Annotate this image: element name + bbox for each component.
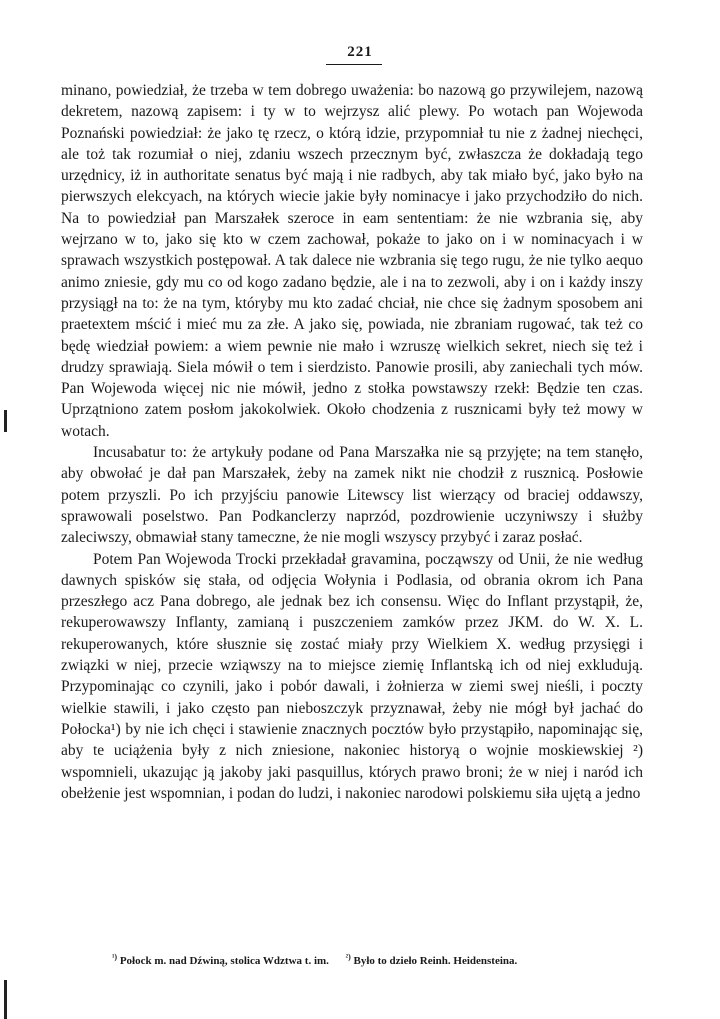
paragraph: Potem Pan Wojewoda Trocki przekładał gravamina, począwszy od Unii, że nie według dawnych spisków się stała, od odjęcia Wołynia i Podlasia, od obrania okrom ich Pana przeszłego acz Pana dobrego, ale jednak bez ich consensu. Więc do Inflant przystąpił, że, rekuperowawszy Inflanty, zamianą i puszczeniem zamków przez JKM. do W. X. L. rekuperowanych, które słusznie się zostać miały przy Wielkiem X. według przysięgi i związki w niej, przecie wziąwszy na to miejsce ziemię Inflantską ich od niej exkludują. Przypominając co czynili, jako i pobór dawali, i żołnierza w ziemi swej nieśli, i poczty wielkie stawili, i jako często pan nieboszczyk przyznawał, żeby nie mógł był jachać do Połocka¹) by nie ich chęci i stawienie znacznych pocztów było przystąpiło, napominając się, aby te uciążenia były z nich zniesione, nakoniec historyą o wojnie moskiewskiej ²) wspomnieli, ukazując ją jakoby jaki pasquillus, których prawo broni; że w niej i naród ich obełżenie jest wspomnian, i podan do ludzi, i nakoniec narodowi polskiemu siła ujętą a jedno [61, 550, 643, 802]
paragraph: minano, powiedział, że trzeba w tem dobrego uważenia: bo nazową go przywilejem, nazową dekretem, nazową zapisem: i ty w to wejrzysz alić plewy. Po wotach pan Wojewoda Poznański powiedział: że jako tę rzecz, o którą idzie, przypomniał tu nie z żadnej niechęci, ale toż tak rozumiał o niej, zdaniu wszech przecznym być, zwłaszcza że dokładają tego urzędnicy, iż in authoritate senatus być mają i nie radbych, aby tak miało być, jako było na pierwszych elekcyach, na których wiecie jakie były nominacye i jako przychodziło do nich. Na to powiedział pan Marszałek szeroce in eam sententiam: że nie wzbrania się, aby wejrzano w to, jako się kto w czem zachował, pokaże to jako on i w nominacyach i w sprawach wszystkich postępował. A tak dalece nie wzbrania się tego rugu, że nie tylko aequo animo zniesie, gdy mu co od kogo zadano będzie, ale i na to zezwoli, aby i on i każdy inszy przysiągł na to: że na tym, któryby mu kto zadać chciał, nie chce się żadnym sposobem ani praetextem mścić i mieć mu za złe. A jako się, powiada, nie zbraniam rugować, tak też co będę wiedział powiem: a wiem pewnie nie mało i wzruszę wielkich sekret, niech się też i drudzy sprawiają. Siela mówił o tem i sierdzisto. Panowie prosili, aby zaniechali tych mów. Pan Wojewoda więcej nic nie mówił, jedno z stołka powstawszy rzekł: Będzie ten czas. Uprzątniono zatem posłom jakokolwiek. Około chodzenia z rusznicami były też mowy w wotach. [61, 82, 643, 440]
footnote-1 [112, 952, 329, 967]
page-number: 221 [347, 44, 373, 60]
body-text [61, 80, 643, 804]
footnote-2 [345, 952, 518, 967]
footnote-marker: ¹) [112, 952, 118, 961]
paragraph: Incusabatur to: że artykuły podane od Pana Marszałka nie są przyjęte; na tem stanęło, aby obwołać je dał pan Marszałek, żeby na zamek nikt nie chodził z rusznicą. Posłowie potem przyszli. Po ich przyjściu panowie Litewscy list wierzący od braciej oddawszy, sprawowali poselstwo. Pan Podkanclerzy naprzód, pozdrowienie uczyniwszy i służby zaleciwszy, obmawiał stany tameczne, że nie mogli wszyscy przybyć i zaraz posłać. [61, 444, 643, 547]
binding-mark [4, 410, 7, 432]
footnotes [112, 949, 652, 969]
header-rule [326, 64, 382, 65]
footnote-text: Było to dzieło Reinh. Heidensteina. [353, 954, 518, 967]
footnote-text: Połock m. nad Dźwiną, stolica Wdztwa t. im. [119, 954, 329, 967]
footnote-marker: ²) [345, 952, 351, 961]
binding-mark [4, 980, 7, 1019]
